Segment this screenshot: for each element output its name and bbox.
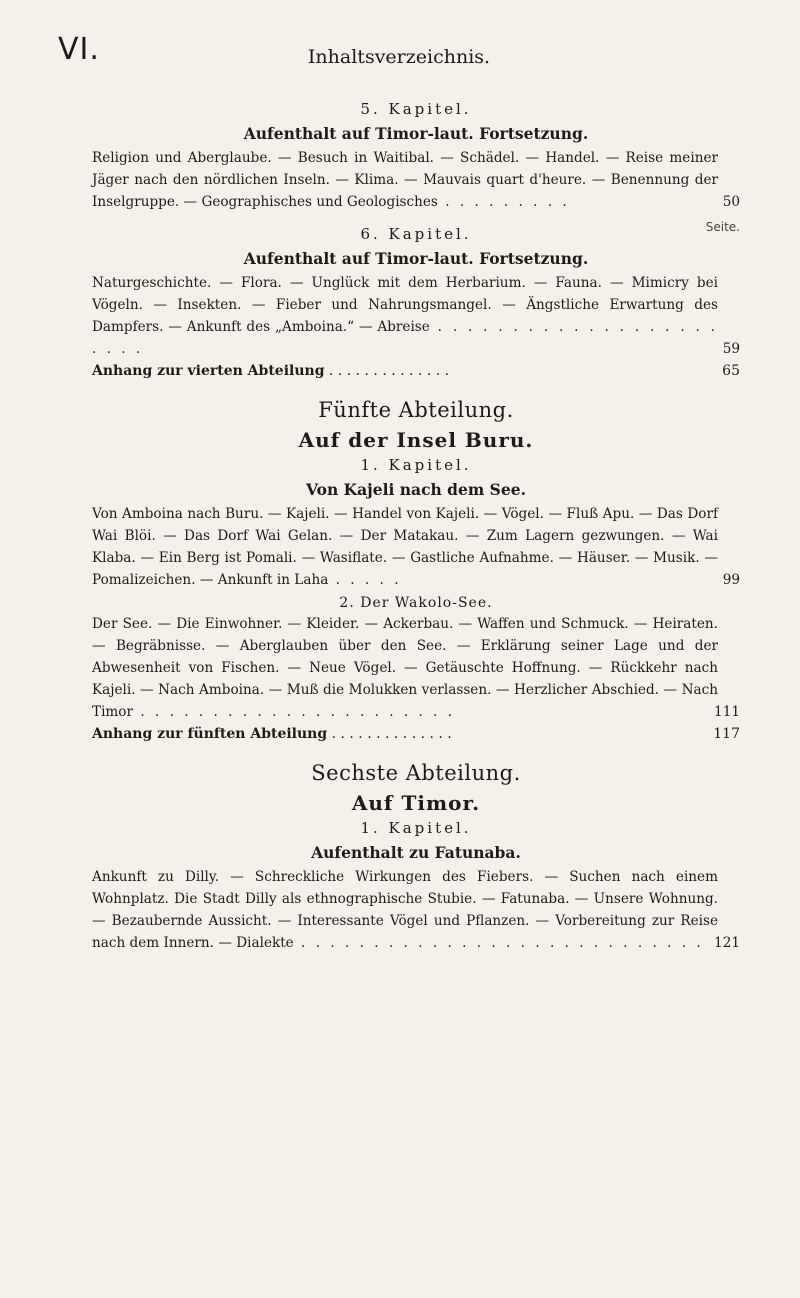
chapter-subtitle: Aufenthalt auf Timor-laut. Fortsetzung. [243, 249, 589, 268]
toc-page-number: 99 [722, 572, 740, 588]
chapter-heading: 6. Kapitel. [360, 225, 472, 243]
seite-label: Seite. [705, 220, 740, 234]
chapter-heading: 1. Kapitel. [360, 456, 472, 474]
page-header [58, 24, 740, 80]
toc-entry-text: Ankunft zu Dilly. — Schreckliche Wirkungen des Fiebers. — Suchen nach einem Wohnplatz. Die Stadt Dilly als ethnographische Stubie. — Fatunaba. — Unsere Wohnung. — Bezaubernde Aussicht. — Interessante Vögel und Pflanzen. — Vorbereitung zur Reise nach dem Innern. — Dialekte [92, 869, 718, 951]
section-title: Fünfte Abteilung. [318, 398, 514, 422]
chapter-subtitle: Von Kajeli nach dem See. [306, 480, 526, 499]
toc-entry-text: Religion und Aberglaube. — Besuch in Waitibal. — Schädel. — Handel. — Reise meiner Jäger nach den nördlichen Inseln. — Klima. — Mauvais quart d'heure. — Benennung der Inselgruppe. — Geographisches und Geologisches [92, 150, 718, 210]
island-title: Auf Timor. [351, 791, 481, 815]
toc-entry: Naturgeschichte. — Flora. — Unglück mit dem Herbarium. — Fauna. — Mimicry bei Vögeln. — Insekten. — Fieber und Nahrungsmangel. — Ängstliche Erwartung des Dampfers. — Ankunft des „Amboina.“ — Abreise . . . . . . . . . . . . . . . . . . . . . . . 59 [92, 272, 740, 360]
anhang-label: Anhang zur fünften Abteilung [92, 726, 328, 742]
anhang-label: Anhang zur vierten Abteilung [92, 363, 325, 379]
toc-entry: Von Amboina nach Buru. — Kajeli. — Handel von Kajeli. — Vögel. — Fluß Apu. — Das Dorf Wai Blöi. — Das Dorf Wai Gelan. — Der Matakau. — Zum Lagern gezwungen. — Wai Klaba. — Ein Berg ist Pomali. — Wasiflate. — Gastliche Aufnahme. — Häuser. — Musik. — Pomalizeichen. — Ankunft in Laha . . . . . 99 [92, 503, 740, 591]
roman-page-number: VI. [58, 32, 100, 67]
toc-page-number: 59 [722, 341, 740, 357]
toc-entry: Der See. — Die Einwohner. — Kleider. — Ackerbau. — Waffen und Schmuck. — Heiraten. — Begräbnisse. — Aberglauben über den See. — Erklärung seiner Lage und der Abwesenheit von Fischen. — Neue Vögel. — Getäuschte Hoffnung. — Rückkehr nach Kajeli. — Nach Amboina. — Muß die Molukken verlassen. — Herzlicher Abschied. — Nach Timor . . . . . . . . . . . . . . . . . . . . . . 111 [92, 613, 740, 723]
subsection-heading: 2. Der Wakolo-See. [339, 595, 493, 611]
anhang-entry: Anhang zur fünften Abteilung . . . . . . . . . . . . . . 117 [92, 723, 740, 745]
anhang-entry: Anhang zur vierten Abteilung . . . . . . . . . . . . . . 65 [92, 360, 740, 382]
chapter-subtitle: Aufenthalt zu Fatunaba. [311, 843, 521, 862]
toc-page-number: 121 [714, 935, 740, 951]
chapter-heading: 1. Kapitel. [360, 819, 472, 837]
island-title: Auf der Insel Buru. [298, 428, 534, 452]
toc-entry-text: Der See. — Die Einwohner. — Kleider. — Ackerbau. — Waffen und Schmuck. — Heiraten. — Begräbnisse. — Aberglauben über den See. — Erklärung seiner Lage und der Abwesenheit von Fischen. — Neue Vögel. — Getäuschte Hoffnung. — Rückkehr nach Kajeli. — Nach Amboina. — Muß die Molukken verlassen. — Herzlicher Abschied. — Nach Timor [92, 616, 718, 720]
chapter-subtitle: Aufenthalt auf Timor-laut. Fortsetzung. [243, 124, 589, 143]
section-title: Sechste Abteilung. [311, 761, 521, 785]
toc-entry-text: Naturgeschichte. — Flora. — Unglück mit dem Herbarium. — Fauna. — Mimicry bei Vögeln. — Insekten. — Fieber und Nahrungsmangel. — Ängstliche Erwartung des Dampfers. — Ankunft des „Amboina.“ — Abreise [92, 275, 718, 335]
toc-page-number: 111 [714, 704, 740, 720]
toc-entry: Ankunft zu Dilly. — Schreckliche Wirkungen des Fiebers. — Suchen nach einem Wohnplatz. Die Stadt Dilly als ethnographische Stubie. — Fatunaba. — Unsere Wohnung. — Bezaubernde Aussicht. — Interessante Vögel und Pflanzen. — Vorbereitung zur Reise nach dem Innern. — Dialekte . . . . . . . . . . . . . . . . . . . . . . . . . . . . 121 [92, 866, 740, 954]
chapter-heading: 5. Kapitel. [360, 100, 472, 118]
toc-page-number: 50 [722, 194, 740, 210]
toc-content [92, 96, 740, 954]
toc-entry: Religion und Aberglaube. — Besuch in Waitibal. — Schädel. — Handel. — Reise meiner Jäger nach den nördlichen Inseln. — Klima. — Mauvais quart d'heure. — Benennung der Inselgruppe. — Geographisches und Geologisches . . . . . . . . . 50 [92, 147, 740, 213]
toc-page-number: 117 [713, 726, 740, 742]
toc-entry-text: Von Amboina nach Buru. — Kajeli. — Handel von Kajeli. — Vögel. — Fluß Apu. — Das Dorf Wai Blöi. — Das Dorf Wai Gelan. — Der Matakau. — Zum Lagern gezwungen. — Wai Klaba. — Ein Berg ist Pomali. — Wasiflate. — Gastliche Aufnahme. — Häuser. — Musik. — Pomalizeichen. — Ankunft in Laha [92, 506, 718, 588]
running-title: Inhaltsverzeichnis. [307, 46, 491, 68]
toc-page-number: 65 [722, 363, 740, 379]
